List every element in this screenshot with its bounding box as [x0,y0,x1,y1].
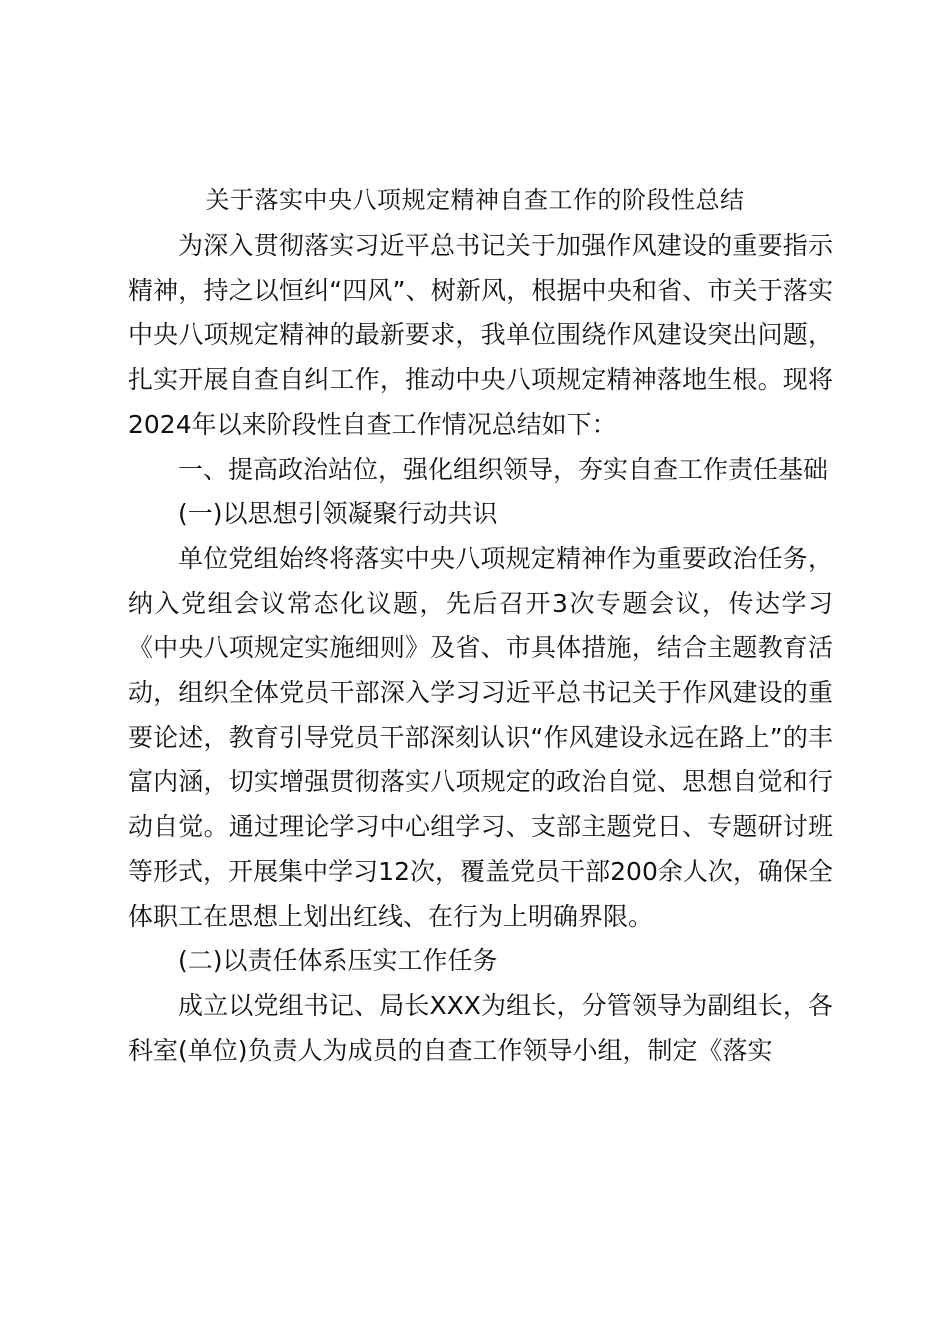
section-heading-1: 一、提高政治站位，强化组织领导，夯实自查工作责任基础 [178,454,829,484]
body-paragraph-2: 成立以党组书记、局长XXX为组长，分管领导为副组长，各科室(单位)负责人为成员的自查工作领导小组，制定《落实 [128,990,833,1065]
intro-paragraph: 为深入贯彻落实习近平总书记关于加强作风建设的重要指示精神，持之以恒纠“四风”、树新风，根据中央和省、市关于落实中央八项规定精神的最新要求，我单位围绕作风建设突出问题，扎实开展自查自纠工作，推动中央八项规定精神落地生根。现将2024年以来阶段性自查工作情况总结如下： [128,231,833,439]
body-paragraph-1: 单位党组始终将落实中央八项规定精神作为重要政治任务，纳入党组会议常态化议题，先后召开3次专题会议，传达学习《中央八项规定实施细则》及省、市具体措施，结合主题教育活动，组织全体党员干部深入学习习近平总书记关于作风建设的重要论述，教育引导党员干部深刻认识“作风建设永远在路上”的丰富内涵，切实增强贯彻落实八项规定的政治自觉、思想自觉和行动自觉。通过理论学习中心组学习、支部主题党日、专题研讨班等形式，开展集中学习12次，覆盖党员干部200余人次，确保全体职工在思想上划出红线、在行为上明确界限。 [128,543,833,931]
document-body [128,224,833,1073]
subsection-heading-2: (二)以责任体系压实工作任务 [178,946,498,976]
document-title: 关于落实中央八项规定精神自查工作的阶段性总结 [205,186,745,214]
subsection-heading-1: (一)以思想引领凝聚行动共识 [178,499,498,529]
